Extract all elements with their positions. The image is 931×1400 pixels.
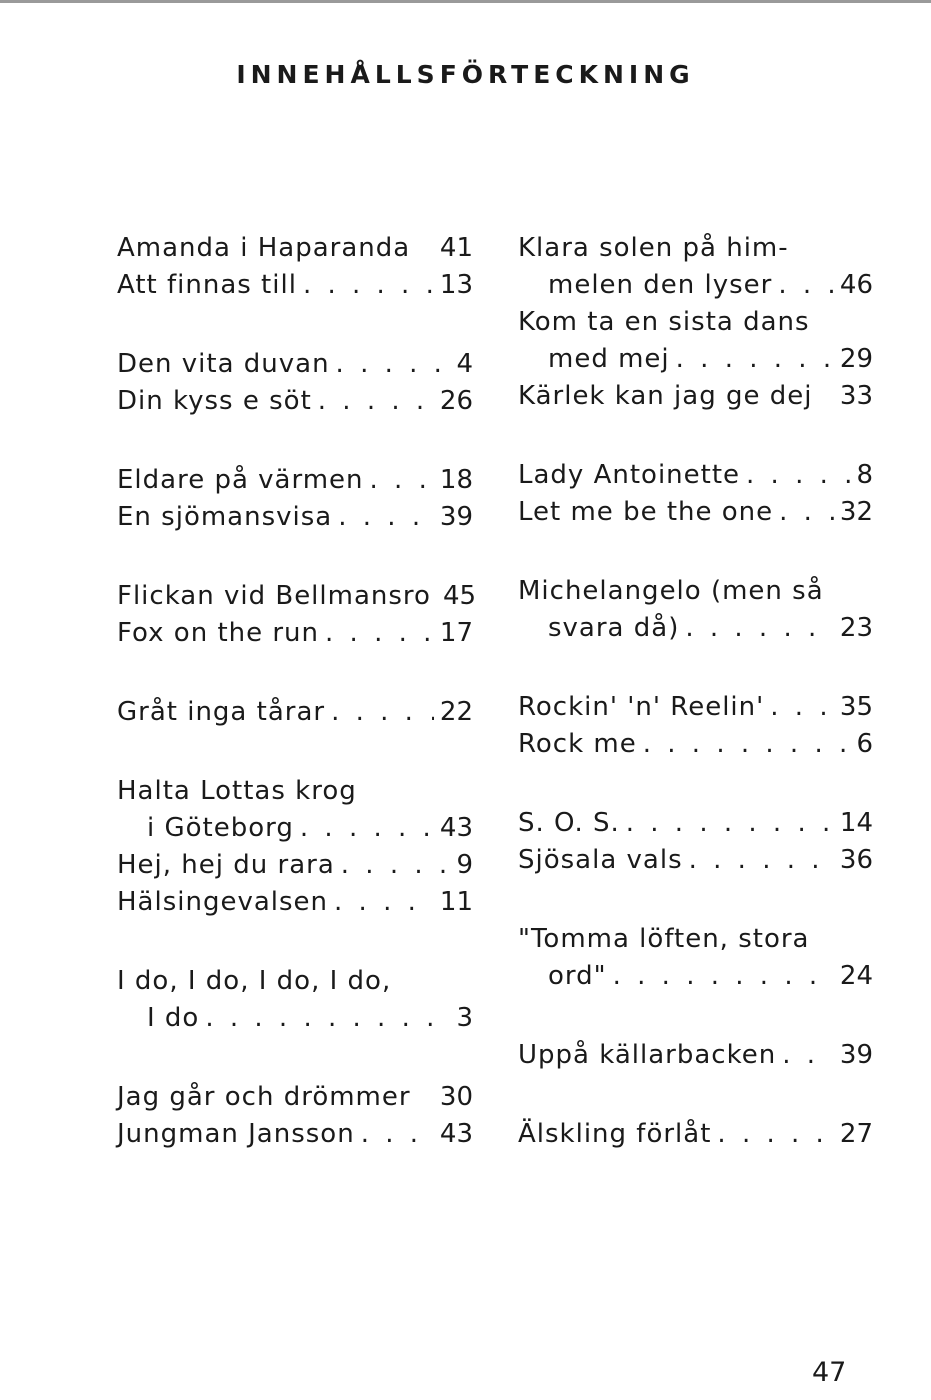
toc-group bbox=[117, 694, 473, 731]
toc-entry-title: Kärlek kan jag ge dej bbox=[518, 381, 813, 411]
toc-entry-page: 13 bbox=[439, 270, 473, 300]
dot-leader bbox=[336, 346, 451, 383]
toc-group bbox=[117, 346, 473, 420]
toc-entry bbox=[518, 1116, 873, 1153]
toc-entry-page: 22 bbox=[439, 697, 473, 727]
toc-entry-page: 29 bbox=[839, 344, 873, 374]
toc-entry bbox=[518, 304, 873, 378]
toc-entry-page: 24 bbox=[839, 961, 873, 991]
toc-group bbox=[518, 573, 873, 647]
dot-leader bbox=[689, 842, 834, 879]
toc-entry bbox=[518, 805, 873, 842]
toc-entry-title-line: Kom ta en sista dans bbox=[518, 307, 810, 337]
toc-entry-title-line: I do, I do, I do, I do, bbox=[117, 966, 392, 996]
toc-entry bbox=[117, 963, 473, 1037]
toc-entry bbox=[117, 230, 473, 267]
toc-entry-page: 11 bbox=[439, 887, 473, 917]
toc-entry bbox=[518, 378, 873, 415]
dot-leader bbox=[205, 1000, 450, 1037]
toc-entry-title-line: "Tomma löften, stora bbox=[518, 924, 810, 954]
toc-entry-title: Eldare på värmen bbox=[117, 465, 364, 495]
toc-entry-title: I do bbox=[147, 1003, 200, 1033]
toc-entry bbox=[117, 847, 473, 884]
dot-leader bbox=[361, 1116, 434, 1153]
toc-entry-page: 46 bbox=[839, 270, 873, 300]
toc-entry-page: 36 bbox=[839, 845, 873, 875]
toc-entry bbox=[117, 578, 477, 615]
toc-entry bbox=[117, 383, 473, 420]
toc-entry bbox=[518, 457, 873, 494]
dot-leader bbox=[676, 341, 834, 378]
toc-group bbox=[117, 462, 473, 536]
toc-entry-title: melen den lyser bbox=[548, 270, 773, 300]
toc-entry bbox=[117, 1116, 473, 1153]
dot-leader bbox=[318, 383, 434, 420]
dot-leader bbox=[331, 694, 434, 731]
toc-entry-page: 30 bbox=[439, 1082, 473, 1112]
toc-group bbox=[117, 1079, 473, 1153]
dot-leader bbox=[626, 805, 834, 842]
toc-entry-title-line: Michelangelo (men så bbox=[518, 576, 824, 606]
dot-leader bbox=[613, 958, 834, 995]
toc-entry-page: 32 bbox=[839, 497, 873, 527]
dot-leader bbox=[746, 457, 850, 494]
toc-entry-page: 43 bbox=[439, 1119, 473, 1149]
toc-entry bbox=[518, 230, 873, 304]
toc-entry-title: Uppå källarbacken bbox=[518, 1040, 777, 1070]
toc-entry bbox=[518, 689, 873, 726]
toc-entry-page: 8 bbox=[856, 460, 873, 490]
toc-entry-page: 39 bbox=[439, 502, 473, 532]
toc-group bbox=[117, 578, 477, 652]
toc-entry-title: i Göteborg bbox=[147, 813, 294, 843]
toc-entry-title: Rock me bbox=[518, 729, 637, 759]
toc-entry-title: Den vita duvan bbox=[117, 349, 330, 379]
toc-entry bbox=[117, 462, 473, 499]
toc-entry bbox=[518, 494, 873, 531]
toc-entry-page: 9 bbox=[456, 850, 473, 880]
dot-leader bbox=[338, 499, 434, 536]
toc-entry-title: Jungman Jansson bbox=[117, 1119, 355, 1149]
toc-group bbox=[518, 921, 873, 995]
toc-entry-page: 33 bbox=[839, 381, 873, 411]
toc-entry-page: 23 bbox=[839, 613, 873, 643]
dot-leader bbox=[770, 689, 834, 726]
dot-leader bbox=[341, 847, 451, 884]
toc-group bbox=[518, 805, 873, 879]
toc-entry bbox=[518, 921, 873, 995]
dot-leader bbox=[779, 494, 834, 531]
toc-entry bbox=[117, 773, 473, 847]
toc-entry-page: 6 bbox=[856, 729, 873, 759]
toc-entry bbox=[518, 1037, 873, 1074]
dot-leader bbox=[303, 267, 434, 304]
toc-group bbox=[518, 1116, 873, 1153]
toc-group bbox=[117, 773, 473, 921]
toc-entry-page: 3 bbox=[456, 1003, 473, 1033]
toc-left-column bbox=[117, 230, 477, 1195]
toc-group bbox=[117, 963, 473, 1037]
dot-leader bbox=[300, 810, 434, 847]
toc-entry-title: ord" bbox=[548, 961, 607, 991]
toc-entry-page: 41 bbox=[439, 233, 473, 263]
toc-entry bbox=[117, 884, 473, 921]
toc-entry-title: Amanda i Haparanda bbox=[117, 233, 411, 263]
toc-entry-page: 35 bbox=[839, 692, 873, 722]
toc-entry bbox=[518, 726, 873, 763]
toc-entry-title: Jag går och drömmer bbox=[117, 1082, 411, 1112]
dot-leader bbox=[782, 1037, 834, 1074]
toc-group bbox=[117, 230, 473, 304]
toc-entry-title: Hälsingevalsen bbox=[117, 887, 329, 917]
top-border-line bbox=[0, 0, 931, 3]
toc-group bbox=[518, 457, 873, 531]
dot-leader bbox=[334, 884, 434, 921]
page-heading: INNEHÅLLSFÖRTECKNING bbox=[236, 60, 695, 89]
toc-group bbox=[518, 1037, 873, 1074]
toc-entry-title: med mej bbox=[548, 344, 670, 374]
toc-entry-title: Rockin' 'n' Reelin' bbox=[518, 692, 765, 722]
dot-leader bbox=[325, 615, 434, 652]
toc-entry-title: Lady Antoinette bbox=[518, 460, 741, 490]
toc-entry-title: Sjösala vals bbox=[518, 845, 683, 875]
toc-entry-page: 17 bbox=[439, 618, 473, 648]
toc-right-column bbox=[518, 230, 873, 1195]
toc-entry-title: svara då) bbox=[548, 613, 680, 643]
toc-entry-title: Fox on the run bbox=[117, 618, 320, 648]
toc-entry-page: 45 bbox=[442, 581, 477, 611]
toc-entry bbox=[117, 1079, 473, 1116]
toc-entry-title: Flickan vid Bellmansro bbox=[117, 581, 431, 611]
toc-entry-title: Att finnas till bbox=[117, 270, 297, 300]
toc-entry-page: 26 bbox=[439, 386, 473, 416]
dot-leader bbox=[717, 1116, 833, 1153]
toc-entry-page: 27 bbox=[839, 1119, 873, 1149]
toc-entry-title: Din kyss e söt bbox=[117, 386, 312, 416]
toc-entry bbox=[117, 346, 473, 383]
toc-entry-page: 43 bbox=[439, 813, 473, 843]
toc-entry-title: Hej, hej du rara bbox=[117, 850, 335, 880]
toc-entry-page: 39 bbox=[839, 1040, 873, 1070]
toc-entry-title: En sjömansvisa bbox=[117, 502, 333, 532]
toc-entry-page: 4 bbox=[456, 349, 473, 379]
toc-entry bbox=[117, 499, 473, 536]
toc-entry-title: Älskling förlåt bbox=[518, 1119, 712, 1149]
toc-entry bbox=[117, 615, 473, 652]
dot-leader bbox=[643, 726, 851, 763]
toc-entry bbox=[518, 573, 873, 647]
toc-entry-title: S. O. S. bbox=[518, 808, 620, 838]
toc-entry-page: 18 bbox=[439, 465, 473, 495]
page-number: 47 bbox=[812, 1357, 847, 1388]
toc-entry-page: 14 bbox=[839, 808, 873, 838]
toc-entry bbox=[117, 267, 473, 304]
toc-entry-title: Let me be the one bbox=[518, 497, 774, 527]
toc-group bbox=[518, 689, 873, 763]
toc-entry bbox=[518, 842, 873, 879]
toc-entry-title-line: Halta Lottas krog bbox=[117, 776, 357, 806]
toc-entry bbox=[117, 694, 473, 731]
toc-entry-title-line: Klara solen på him- bbox=[518, 233, 789, 263]
toc-group bbox=[518, 230, 873, 415]
dot-leader bbox=[778, 267, 834, 304]
toc-entry-title: Gråt inga tårar bbox=[117, 697, 326, 727]
dot-leader bbox=[685, 610, 834, 647]
dot-leader bbox=[370, 462, 434, 499]
